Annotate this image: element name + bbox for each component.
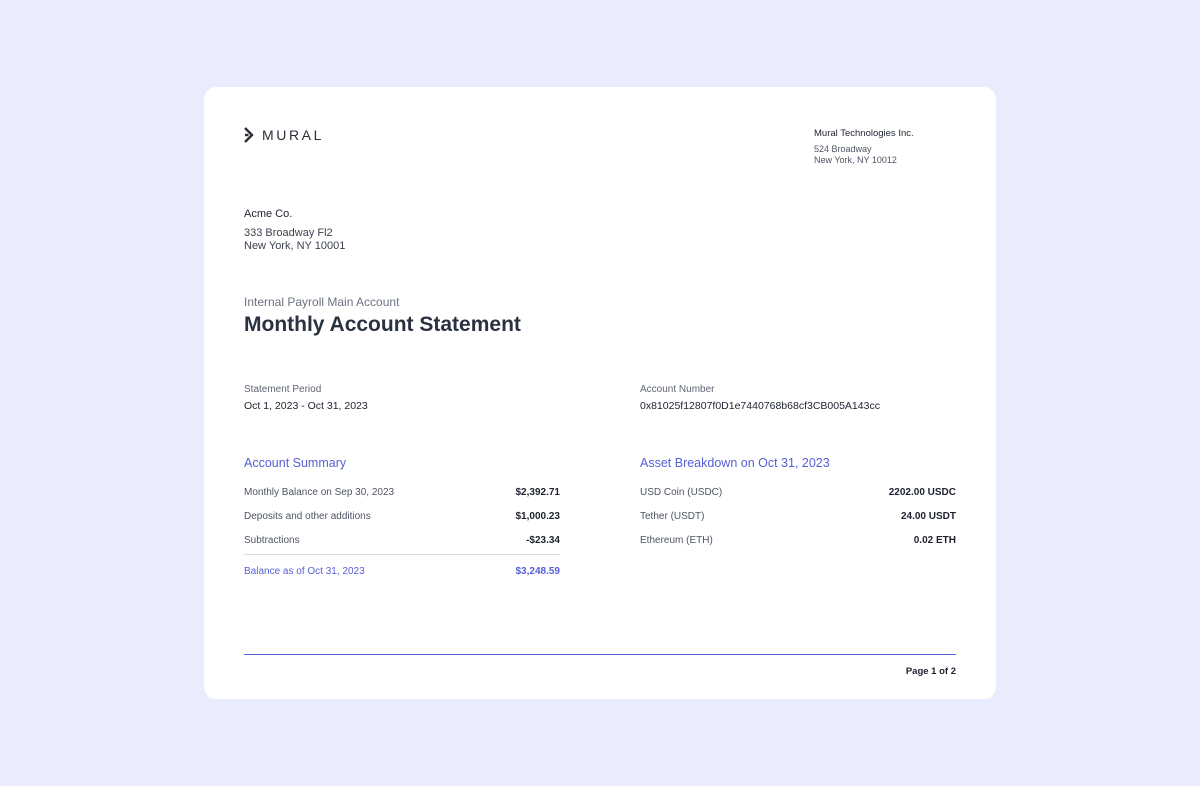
company-address-line1: 524 Broadway <box>814 143 872 154</box>
account-summary-table <box>244 487 560 590</box>
asset-breakdown-table <box>640 487 956 559</box>
asset-row-value: 0.02 ETH <box>913 535 956 546</box>
summary-row <box>244 511 560 535</box>
logo <box>244 127 324 143</box>
summary-row-value: $2,392.71 <box>515 487 560 498</box>
company-address-line2: New York, NY 10012 <box>814 155 897 165</box>
client-name: Acme Co. <box>244 208 293 220</box>
asset-breakdown-title: Asset Breakdown on Oct 31, 2023 <box>640 456 830 470</box>
client-address-line2: New York, NY 10001 <box>244 240 346 252</box>
summary-total-value: $3,248.59 <box>515 566 560 577</box>
logo-text: MURAL <box>262 127 325 143</box>
summary-row <box>244 535 560 559</box>
summary-row-value: $1,000.23 <box>515 511 560 522</box>
asset-row <box>640 535 956 559</box>
account-number <box>640 384 880 412</box>
account-summary-title: Account Summary <box>244 456 347 470</box>
company-info <box>814 128 956 167</box>
page-number: Page 1 of 2 <box>905 666 956 677</box>
summary-row-label: Monthly Balance on Sep 30, 2023 <box>244 487 395 498</box>
summary-row <box>244 487 560 511</box>
asset-row <box>640 511 956 535</box>
statement-page <box>204 87 996 699</box>
statement-period-label: Statement Period <box>244 384 322 395</box>
client-info <box>244 208 345 253</box>
summary-total-row <box>244 566 560 590</box>
summary-row-value: -$23.34 <box>526 535 560 546</box>
asset-row-label: Tether (USDT) <box>640 511 705 522</box>
client-address-line1: 333 Broadway Fl2 <box>244 227 333 239</box>
statement-period-value: Oct 1, 2023 - Oct 31, 2023 <box>244 400 368 412</box>
account-label: Internal Payroll Main Account <box>244 295 400 309</box>
statement-period <box>244 384 368 412</box>
account-number-value: 0x81025f12807f0D1e7440768b68cf3CB005A143cc <box>640 400 880 412</box>
summary-total-label: Balance as of Oct 31, 2023 <box>244 566 365 577</box>
asset-row-value: 24.00 USDT <box>900 511 956 522</box>
mural-logo-icon <box>244 127 256 143</box>
page-title: Monthly Account Statement <box>244 313 521 336</box>
summary-row-label: Deposits and other additions <box>244 511 371 522</box>
asset-row-label: Ethereum (ETH) <box>640 535 713 546</box>
asset-row <box>640 487 956 511</box>
summary-row-label: Subtractions <box>244 535 300 546</box>
asset-row-value: 2202.00 USDC <box>888 487 956 498</box>
company-name: Mural Technologies Inc. <box>814 128 914 139</box>
footer-divider <box>244 654 956 655</box>
account-number-label: Account Number <box>640 384 715 395</box>
asset-row-label: USD Coin (USDC) <box>640 487 723 498</box>
